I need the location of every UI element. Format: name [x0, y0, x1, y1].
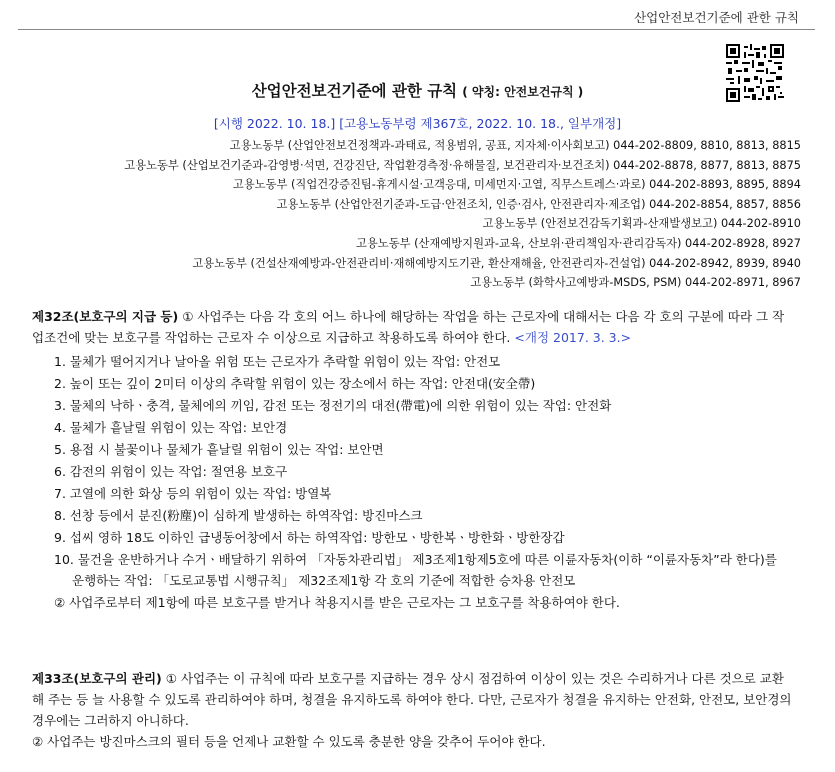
article-33-clause-2: ② 사업주는 방진마스크의 필터 등을 언제나 교환할 수 있도록 충분한 양을 갖추어 두어야 한다.	[32, 734, 546, 749]
article-33-clause-1-text: ① 사업주는 이 규칙에 따라 보호구를 지급하는 경우 상시 점검하여 이상이 있는 것은 수리하거나 다른 것으로 교환해 주는 등 늘 사용할 수 있도록 관리하여야 하며, 청결을 유지하도록 하여야 한다. 다만, 근로자가 청결을 유지하는 안전화, 안전모, 보안경의 경우에는 그러하지 아니하다.	[32, 671, 792, 728]
revision-info: [시행 2022. 10. 18.] [고용노동부령 제367호, 2022. 10. 18., 일부개정]	[213, 116, 622, 131]
list-item: 3. 물체의 낙하ㆍ충격, 물체에의 끼임, 감전 또는 정전기의 대전(帶電)에 의한 위험이 있는 작업: 안전화	[54, 398, 612, 413]
list-item: 2. 높이 또는 깊이 2미터 이상의 추락할 위험이 있는 장소에서 하는 작업: 안전대(安全帶)	[54, 376, 536, 391]
list-item: 10. 물건을 운반하거나 수거ㆍ배달하기 위하여 「자동차관리법」 제3조제1항제5호에 따른 이륜자동차(이하 “이륜자동차”라 한다)를 운행하는 작업: 「도로교통법 시행규칙」 제32조제1항 각 호의 기준에 적합한 승차용 안전모	[54, 552, 777, 588]
contact-line: 고용노동부 (산업보건기준과-감영병·석면, 건강진단, 작업환경측정·유해물질, 보건관리자·보건조치) 044-202-8878, 8877, 8813, 8875	[124, 158, 801, 172]
contact-line: 고용노동부 (화학사고예방과-MSDS, PSM) 044-202-8971, 8967	[470, 276, 801, 290]
article-33-title: 제33조(보호구의 관리)	[32, 671, 162, 686]
article-32	[32, 306, 792, 615]
list-item: 4. 물체가 흩날릴 위험이 있는 작업: 보안경	[54, 420, 288, 435]
contact-line: 고용노동부 (안전보건감독기획과-산재발생보고) 044-202-8910	[482, 217, 801, 231]
running-header: 산업안전보건기준에 관한 규칙	[634, 10, 799, 25]
list-item: 7. 고열에 의한 화상 등의 위험이 있는 작업: 방열복	[54, 486, 332, 501]
list-item: 1. 물체가 떨어지거나 날아올 위험 또는 근로자가 추락할 위험이 있는 작업: 안전모	[54, 354, 501, 369]
list-item: 6. 감전의 위험이 있는 작업: 절연용 보호구	[54, 464, 288, 479]
article-32-title: 제32조(보호구의 지급 등)	[32, 309, 179, 324]
article-32-clause-1	[32, 306, 792, 348]
header-divider	[18, 29, 815, 30]
article-33-clause-1	[32, 668, 792, 731]
amendment-link[interactable]: <개정 2017. 3. 3.>	[514, 330, 632, 345]
list-item: 5. 용접 시 불꽃이나 물체가 흩날릴 위험이 있는 작업: 보안면	[54, 442, 384, 457]
article-32-clause-2: ② 사업주로부터 제1항에 따른 보호구를 받거나 착용지시를 받은 근로자는 그 보호구를 착용하여야 한다.	[54, 594, 620, 610]
document-title: 산업안전보건기준에 관한 규칙	[251, 82, 458, 100]
contact-line: 고용노동부 (건설산재예방과-안전관리비·재해예방지도기관, 환산재해율, 안전관리자-건설업) 044-202-8942, 8939, 8940	[192, 256, 801, 270]
article-32-clause-1-text: ① 사업주는 다음 각 호의 어느 하나에 해당하는 작업을 하는 근로자에 대해서는 다음 각 호의 구분에 따라 그 작업조건에 맞는 보호구를 작업하는 근로자 수 이상으로 지급하고 착용하도록 하여야 한다.	[32, 309, 785, 345]
contact-line: 고용노동부 (산업안전기준과-도급·안전조치, 인증·검사, 안전관리자·제조업) 044-202-8854, 8857, 8856	[276, 197, 801, 211]
title-row	[0, 79, 835, 101]
list-item: 9. 섭씨 영하 18도 이하인 급냉동어창에서 하는 하역작업: 방한모ㆍ방한복ㆍ방한화ㆍ방한장갑	[54, 530, 565, 545]
contact-line: 고용노동부 (산업안전보건정책과-과태료, 적용범위, 공표, 지자체·이사회보고) 044-202-8809, 8810, 8813, 8815	[229, 139, 801, 152]
document-abbrev: ( 약칭: 안전보건규칙 )	[462, 85, 584, 99]
contacts-list	[124, 136, 801, 293]
contact-line: 고용노동부 (산재예방지원과-교육, 산보위·관리책임자·관리감독자) 044-202-8928, 8927	[355, 236, 801, 250]
contact-line: 고용노동부 (직업건강증진팀-휴게시설·고객응대, 미세먼지·고열, 직무스트레스·과로) 044-202-8893, 8895, 8894	[232, 178, 801, 192]
article-33	[32, 668, 792, 752]
list-item: 8. 선창 등에서 분진(粉塵)이 심하게 발생하는 하역작업: 방진마스크	[54, 508, 423, 523]
article-32-items	[54, 352, 792, 613]
